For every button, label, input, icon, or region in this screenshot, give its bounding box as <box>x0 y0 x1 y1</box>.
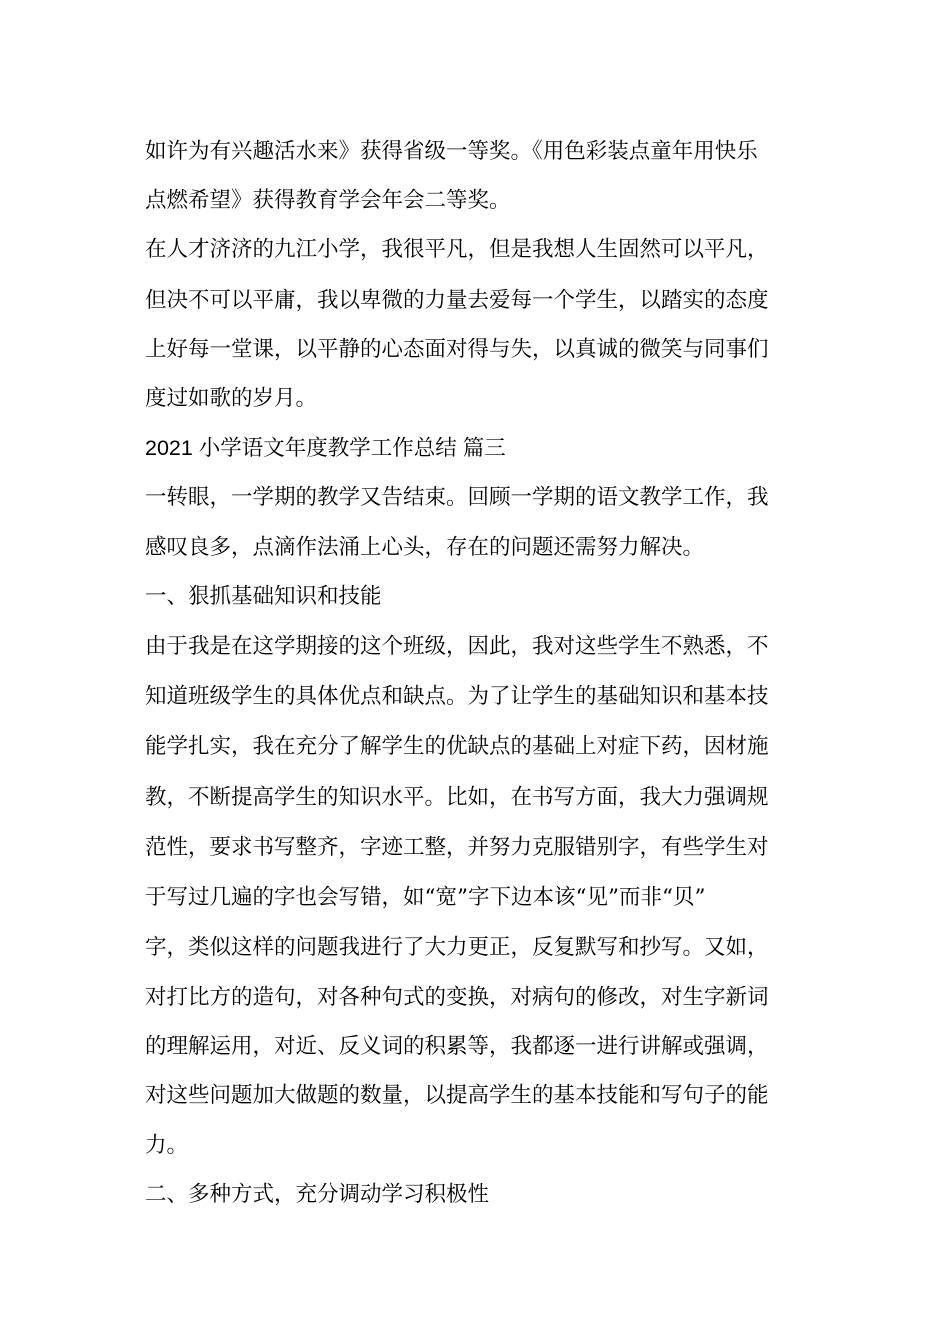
text-line: 点燃希望》获得教育学会年会二等奖。 <box>145 188 511 213</box>
text-line: 知道班级学生的具体优点和缺点。为了让学生的基础知识和基本技 <box>145 684 769 709</box>
text-line: 对打比方的造句，对各种句式的变换，对病句的修改，对生字新词 <box>145 985 769 1010</box>
subheading: 二、多种方式，充分调动学习积极性 <box>145 1182 490 1207</box>
text-line: 由于我是在这学期接的这个班级，因此，我对这些学生不熟悉，不 <box>145 634 769 659</box>
text-line: 如许为有兴趣活水来》获得省级一等奖。《用色彩装点童年用快乐 <box>145 139 758 164</box>
text-line: 于写过几遍的字也会写错，如“宽”字下边本该“见”而非“贝” <box>145 885 706 910</box>
text-line: 但决不可以平庸，我以卑微的力量去爱每一个学生，以踏实的态度 <box>145 288 769 313</box>
text-line: 感叹良多，点滴作法涌上心头，存在的问题还需努力解决。 <box>145 535 705 560</box>
text-line: 对这些问题加大做题的数量，以提高学生的基本技能和写句子的能 <box>145 1083 769 1108</box>
text-line: 字，类似这样的问题我进行了大力更正，反复默写和抄写。又如， <box>145 935 769 960</box>
text-line: 范性，要求书写整齐，字迹工整，并努力克服错别字，有些学生对 <box>145 835 769 860</box>
text-line: 一转眼，一学期的教学又告结束。回顾一学期的语文教学工作，我 <box>145 485 769 510</box>
text-line: 上好每一堂课，以平静的心态面对得与失，以真诚的微笑与同事们 <box>145 337 769 362</box>
text-line: 力。 <box>145 1133 189 1158</box>
subheading: 一、狠抓基础知识和技能 <box>145 584 382 609</box>
text-line: 能学扎实，我在充分了解学生的优缺点的基础上对症下药，因材施 <box>145 734 769 759</box>
text-line: 教，不断提高学生的知识水平。比如，在书写方面，我大力强调规 <box>145 785 769 810</box>
text-line: 在人才济济的九江小学，我很平凡，但是我想人生固然可以平凡， <box>145 237 769 262</box>
text-line: 度过如歌的岁月。 <box>145 386 318 411</box>
text-line: 的理解运用，对近、反义词的积累等，我都逐一进行讲解或强调， <box>145 1034 769 1059</box>
section-heading: 2021 小学语文年度教学工作总结 篇三 <box>145 436 506 460</box>
